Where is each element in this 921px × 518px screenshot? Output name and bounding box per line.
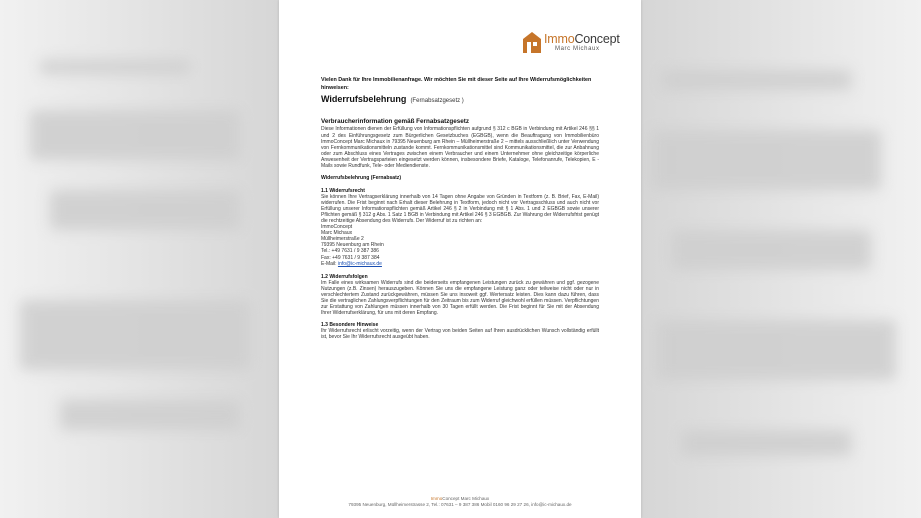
widerrufsrecht-heading: 1.1 Widerrufsrecht [321, 187, 365, 194]
house-icon [522, 30, 542, 54]
phone-line: Tel.: +49 7631 / 9 387 386 [321, 248, 379, 255]
besondere-hinweise-heading: 1.3 Besondere Hinweise [321, 322, 379, 329]
page-footer [279, 496, 641, 508]
email-label: E-Mail: [321, 260, 337, 267]
blurred-background-right [641, 0, 921, 518]
address-line: 79395 Neuenburg am Rhein [321, 242, 384, 249]
besondere-hinweise-text: Ihr Widerrufsrecht erlischt vorzeitig, wenn der Vertrag von beiden Seiten auf Ihren ausdrücklichen Wunsch vollständig erfüllt ist, bevor Sie Ihr Widerrufsrecht ausgeübt haben. [321, 328, 599, 341]
blurred-background-left [0, 0, 280, 518]
fax-line: Fax: +49 7631 / 9 387 384 [321, 254, 380, 261]
address-block [321, 224, 599, 267]
address-line: ImmoConcept [321, 224, 353, 231]
document-title-sub: (Fernabsatzgesetz ) [410, 98, 464, 105]
document-content [321, 76, 599, 340]
address-line: Müllheimerstraße 2 [321, 236, 364, 243]
company-logo [522, 30, 622, 56]
email-link[interactable]: info@ic-michaux.de [337, 260, 382, 267]
logo-wordmark: ImmoConcept [544, 32, 620, 46]
address-line: Marc Michaux [321, 230, 353, 237]
section-text: Diese Informationen dienen der Erfüllung von Informationspflichten aufgrund § 312 c BGB in Verbindung mit Artikel 246 §§ 1 und 2 des Einführungsgesetz zum Bürgerlichen Gesetzbuches (EGBGB), wenn die Beauftragung von Immobilienbüro ImmoConcept Marc Michaux in 79395 Neuenburg am Rhein – Müllheimerstraße 2 – mittels ausschließlich unter Verwendung von Fernkommunikationsmitteln zustande kommt. Fernkommunikationsmittel sind Kommunikationsmittel, die zur Anbahnung oder zum Abschluss eines Vertrages zwischen einem Verbraucher und einem Unternehmer ohne gleichzeitige körperliche Anwesenheit der Vertragsparteien eingesetzt werden können, insbesondere Briefe, Kataloge, Telefonanrufe, Telekopien, E - Mails sowie Rundfunk, Tele- oder Mediendienste. [321, 126, 599, 169]
intro-text: Vielen Dank für Ihre Immobilienanfrage. Wir möchten Sie mit dieser Seite auf Ihre Widerrufsmöglichkeiten hinweisen: [321, 77, 592, 92]
footer-company: ImmoConcept Marc Michaux [430, 496, 490, 501]
widerrufsrecht-text: Sie können Ihre Vertragserklärung innerhalb von 14 Tagen ohne Angabe von Gründen in Textform (z. B. Brief, Fax, E-Mail) widerrufen. Die Frist beginnt nach Erhalt dieser Belehrung in Textform, jedoch nicht vor Vertragsschluss und auch nicht vor Erfüllung unserer Informationspflichten gemäß Artikel 246 § 2 in Verbindung mit § 1 Abs. 1 und 2 EGBGB sowie unserer Pflichten gemäß § 312 g Abs. 1 Satz 1 BGB in Verbindung mit Artikel 246 § 3 EGBGB. Zur Wahrung der Widerrufsfrist genügt die rechtzeitige Absendung des Widerrufs. Der Widerruf ist zu richten an: [321, 193, 599, 225]
email-line [321, 261, 599, 267]
widerrufsfolgen-text: Im Falle eines wirksamen Widerrufs sind die beiderseits empfangenen Leistungen zurück zu gewähren und ggf. gezogene Nutzungen (z.B. Zinsen) herauszugeben. Können Sie uns die empfangene Leistung ganz oder teilweise nicht oder nur in verschlechtertem Zustand zurückgewähren, müssen Sie uns insoweit ggf. Wertersatz leisten. Dies kann dazu führen, dass Sie die vertraglichen Zahlungsverpflichtungen für den Zeitraum bis zum Widerruf gleichwohl erfüllen müssen. Verpflichtungen zur Erstattung von Zahlungen müssen innerhalb von 30 Tagen erfüllt werden. Die Frist beginnt für Sie mit der Absendung Ihrer Widerrufserklärung, für uns mit deren Empfang. [321, 279, 599, 317]
logo-subtitle: Marc Michaux [555, 46, 600, 52]
document-title: Widerrufsbelehrung [321, 94, 407, 105]
widerrufsfolgen-heading: 1.2 Widerrufsfolgen [321, 273, 368, 280]
footer-address: 79395 Neuenburg, Müllheimerstrasse 2, Tel.: 07631 – 9 387 386 Mobil 0160 96 29 27 26, info@ic-michaux.de [348, 502, 572, 507]
title-row [321, 96, 599, 104]
belehrung-heading: Widerrufsbelehrung (Fernabsatz) [321, 174, 402, 181]
section-heading: Verbraucherinformation gemäß Fernabsatzgesetz [321, 118, 470, 126]
